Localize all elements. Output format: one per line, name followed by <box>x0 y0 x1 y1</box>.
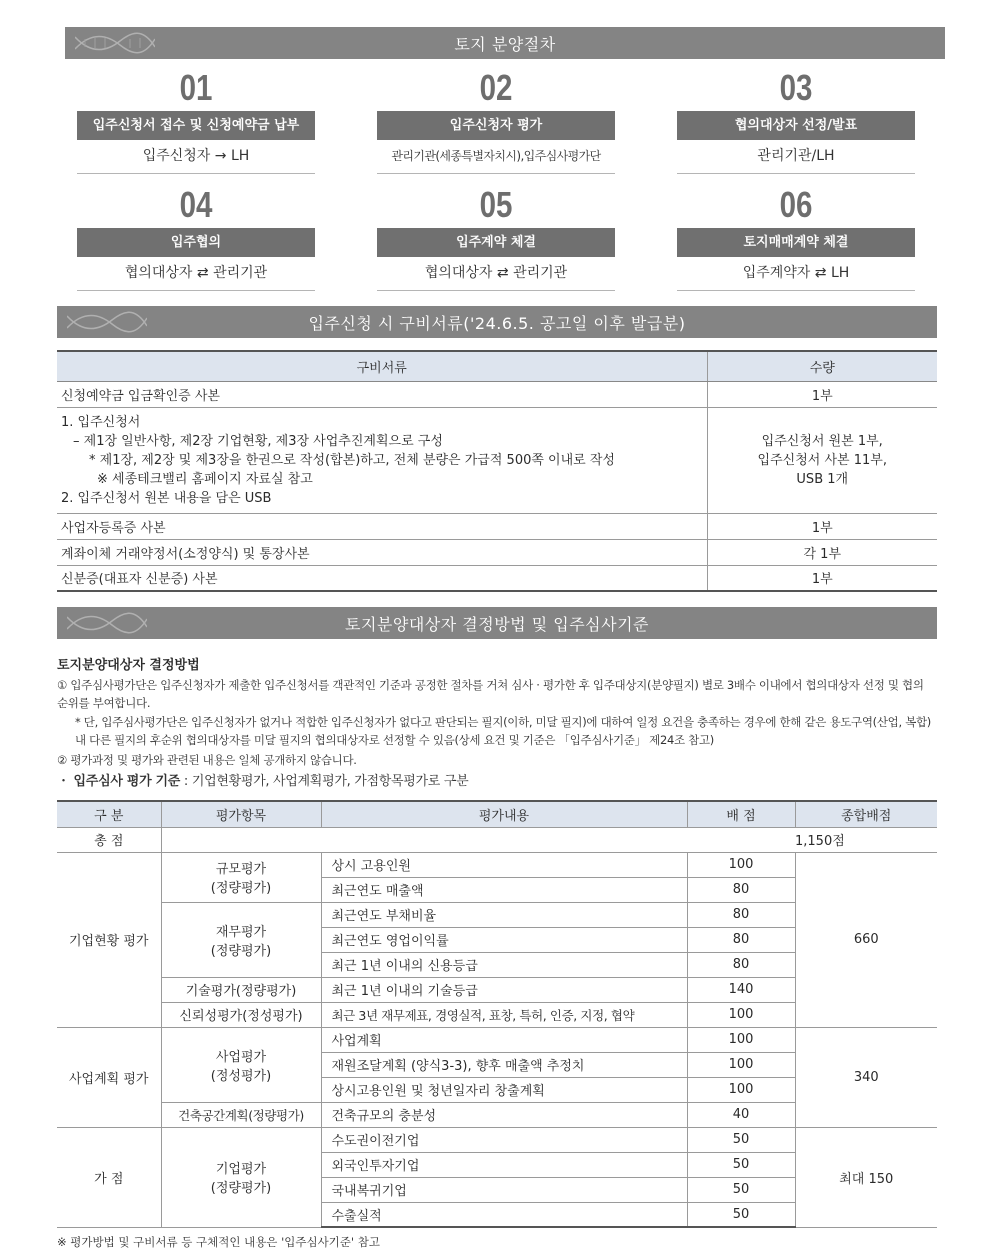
eval-score: 80 <box>687 927 795 952</box>
doc-qty: 1부 <box>707 381 937 407</box>
eval-content: 최근연도 매출액 <box>321 877 687 902</box>
table-row <box>57 1027 937 1052</box>
eval-score: 140 <box>687 977 795 1002</box>
step-number: 03 <box>779 67 813 108</box>
item-line: 기업평가 <box>215 1162 267 1177</box>
dna-helix-icon <box>67 308 147 336</box>
eval-content: 최근연도 부채비율 <box>321 902 687 927</box>
doc-line: * 제1장, 제2장 및 제3장을 한권으로 작성(합본)하고, 전체 분량은 가급적 500쪽 이내로 작성 <box>89 452 615 468</box>
group-name: 가 점 <box>57 1127 161 1227</box>
column-header: 구비서류 <box>57 351 707 381</box>
item-line: (정량평가) <box>210 943 272 959</box>
item-line: 사업평가 <box>215 1049 267 1065</box>
documents-table <box>57 350 937 592</box>
step-title: 입주신청서 접수 및 신청예약금 납부 <box>77 111 315 140</box>
eval-score: 80 <box>687 902 795 927</box>
doc-line: 2. 입주신청서 원본 내용을 담은 USB <box>61 490 272 506</box>
eval-content: 최근연도 영업이익률 <box>321 927 687 952</box>
eval-item <box>161 1027 321 1102</box>
step-title: 입주협의 <box>77 228 315 257</box>
method-paragraph-2: * 단, 입주심사평가단은 입주신청자가 없거나 적합한 입주신청자가 없다고 판단되는 필지(이하, 미달 필지)에 대하여 일정 요건을 충족하는 경우에 한해 같은 용도구역(산업, 복합) 내 다른 필지의 후순위 협의대상자를 미달 필지의 협의대상자로 선정할 수 있음(상세 요건 및 기준은 「입주심사기준」 제24조 참고) <box>75 715 931 747</box>
step-title: 토지매매계약 체결 <box>677 228 915 257</box>
step-actor: 관리기관/LH <box>677 140 915 174</box>
group-total: 최대 150 <box>795 1127 937 1227</box>
step-title: 협의대상자 선정/발표 <box>677 111 915 140</box>
step-4 <box>77 185 315 291</box>
doc-qty: 1부 <box>707 513 937 539</box>
column-header: 평가항목 <box>161 801 321 827</box>
total-label: 총 점 <box>57 827 161 852</box>
doc-line: 1. 입주신청서 <box>61 414 141 430</box>
step-actor: 관리기관(세종특별자치시),입주심사평가단 <box>377 140 615 174</box>
section-title: 토지분양대상자 결정방법 및 입주심사기준 <box>345 614 649 634</box>
eval-item: 건축공간계획(정량평가) <box>161 1102 321 1127</box>
section-title: 입주신청 시 구비서류('24.6.5. 공고일 이후 발급분) <box>308 313 686 333</box>
qty-line: 입주신청서 원본 1부, <box>761 433 883 449</box>
section-header-documents <box>57 306 937 338</box>
column-header: 종합배점 <box>795 801 937 827</box>
method-heading: 토지분양대상자 결정방법 <box>57 658 200 673</box>
doc-name: 신분증(대표자 신분증) 사본 <box>57 565 707 591</box>
item-line: (정성평가) <box>210 1068 272 1084</box>
method-paragraph-3: ② 평가과정 및 평가와 관련된 내용은 일체 공개하지 않습니다. <box>57 753 357 767</box>
step-actor: 협의대상자 ⇄ 관리기관 <box>377 257 615 291</box>
footnote: ※ 평가방법 및 구비서류 등 구체적인 내용은 '입주심사기준' 참고 <box>57 1235 380 1249</box>
table-row <box>57 513 937 539</box>
section-title: 토지 분양절차 <box>454 34 556 54</box>
section-header-procedure <box>65 27 945 59</box>
step-title: 입주계약 체결 <box>377 228 615 257</box>
item-line: (정량평가) <box>210 1181 272 1196</box>
table-row <box>57 565 937 591</box>
dna-helix-icon <box>75 29 155 57</box>
step-actor: 입주신청자 → LH <box>77 140 315 174</box>
group-total: 660 <box>795 852 937 1027</box>
eval-content: 상시고용인원 및 청년일자리 창출계획 <box>321 1077 687 1102</box>
eval-content: 수도권이전기업 <box>321 1127 687 1152</box>
criteria-line <box>57 773 937 791</box>
eval-content: 건축규모의 충분성 <box>321 1102 687 1127</box>
eval-score: 80 <box>687 877 795 902</box>
evaluation-table <box>57 800 937 1228</box>
qty-line: 입주신청서 사본 11부, <box>757 452 887 468</box>
doc-name: 신청예약금 입금확인증 사본 <box>57 381 707 407</box>
criteria-label: 입주심사 평가 기준 <box>73 774 181 789</box>
doc-qty: 1부 <box>707 565 937 591</box>
eval-content: 상시 고용인원 <box>321 852 687 877</box>
table-row <box>57 827 937 852</box>
column-header: 배 점 <box>687 801 795 827</box>
eval-score: 100 <box>687 1027 795 1052</box>
criteria-text: : 기업현황평가, 사업계획평가, 가점항목평가로 구분 <box>180 774 469 789</box>
step-actor: 협의대상자 ⇄ 관리기관 <box>77 257 315 291</box>
eval-content: 수출실적 <box>321 1202 687 1227</box>
step-6 <box>677 185 915 291</box>
step-2 <box>377 68 615 174</box>
total-value: 1,150점 <box>795 827 937 852</box>
table-row <box>57 407 937 513</box>
column-header: 평가내용 <box>321 801 687 827</box>
eval-content: 사업계획 <box>321 1027 687 1052</box>
empty-cell <box>161 827 795 852</box>
eval-content: 최근 1년 이내의 기술등급 <box>321 977 687 1002</box>
group-total: 340 <box>795 1027 937 1127</box>
step-number: 04 <box>179 184 213 225</box>
doc-name <box>57 407 707 513</box>
doc-line: – 제1장 일반사항, 제2장 기업현황, 제3장 사업추진계획으로 구성 <box>73 433 443 449</box>
step-title: 입주신청자 평가 <box>377 111 615 140</box>
eval-item: 기술평가(정량평가) <box>161 977 321 1002</box>
table-row <box>57 1127 937 1152</box>
doc-name: 계좌이체 거래약정서(소정양식) 및 통장사본 <box>57 539 707 565</box>
eval-item <box>161 1127 321 1227</box>
eval-score: 100 <box>687 1002 795 1027</box>
group-name: 사업계획 평가 <box>57 1027 161 1127</box>
eval-content: 최근 3년 재무제표, 경영실적, 표창, 특허, 인증, 지정, 협약 <box>321 1002 687 1027</box>
eval-item <box>161 852 321 902</box>
table-row <box>57 539 937 565</box>
item-line: (정량평가) <box>210 881 272 896</box>
step-1 <box>77 68 315 174</box>
section-header-selection <box>57 607 937 639</box>
eval-content: 최근 1년 이내의 신용등급 <box>321 952 687 977</box>
step-number: 05 <box>479 184 513 225</box>
eval-score: 50 <box>687 1152 795 1177</box>
step-number: 01 <box>179 67 213 108</box>
eval-score: 80 <box>687 952 795 977</box>
eval-content: 재원조달계획 (양식3-3), 향후 매출액 추정치 <box>321 1052 687 1077</box>
table-row <box>57 852 937 877</box>
doc-name: 사업자등록증 사본 <box>57 513 707 539</box>
column-header: 수량 <box>707 351 937 381</box>
step-number: 02 <box>479 67 513 108</box>
qty-line: USB 1개 <box>796 471 849 487</box>
method-paragraph-1: ① 입주심사평가단은 입주신청자가 제출한 입주신청서를 객관적인 기준과 공정한 절차를 거쳐 심사 · 평가한 후 입주대상지(분양필지) 별로 3배수 이내에서 협의대상자 선정 및 협의 순위를 부여합니다. <box>57 678 924 710</box>
step-3 <box>677 68 915 174</box>
item-line: 규모평가 <box>215 862 267 877</box>
eval-content: 국내복귀기업 <box>321 1177 687 1202</box>
eval-score: 100 <box>687 852 795 877</box>
doc-line: ※ 세종테크밸리 홈페이지 자료실 참고 <box>97 471 313 487</box>
eval-score: 100 <box>687 1077 795 1102</box>
group-name: 기업현황 평가 <box>57 852 161 1027</box>
eval-score: 100 <box>687 1052 795 1077</box>
eval-item: 신뢰성평가(정성평가) <box>161 1002 321 1027</box>
item-line: 재무평가 <box>215 924 267 940</box>
eval-item <box>161 902 321 977</box>
bullet: ・ <box>57 774 74 789</box>
step-number: 06 <box>779 184 813 225</box>
step-actor: 입주계약자 ⇄ LH <box>677 257 915 291</box>
eval-score: 40 <box>687 1102 795 1127</box>
column-header: 구 분 <box>57 801 161 827</box>
eval-score: 50 <box>687 1127 795 1152</box>
dna-helix-icon <box>67 609 147 637</box>
doc-qty <box>707 407 937 513</box>
eval-content: 외국인투자기업 <box>321 1152 687 1177</box>
eval-score: 50 <box>687 1177 795 1202</box>
step-5 <box>377 185 615 291</box>
doc-qty: 각 1부 <box>707 539 937 565</box>
eval-score: 50 <box>687 1202 795 1227</box>
table-row <box>57 381 937 407</box>
